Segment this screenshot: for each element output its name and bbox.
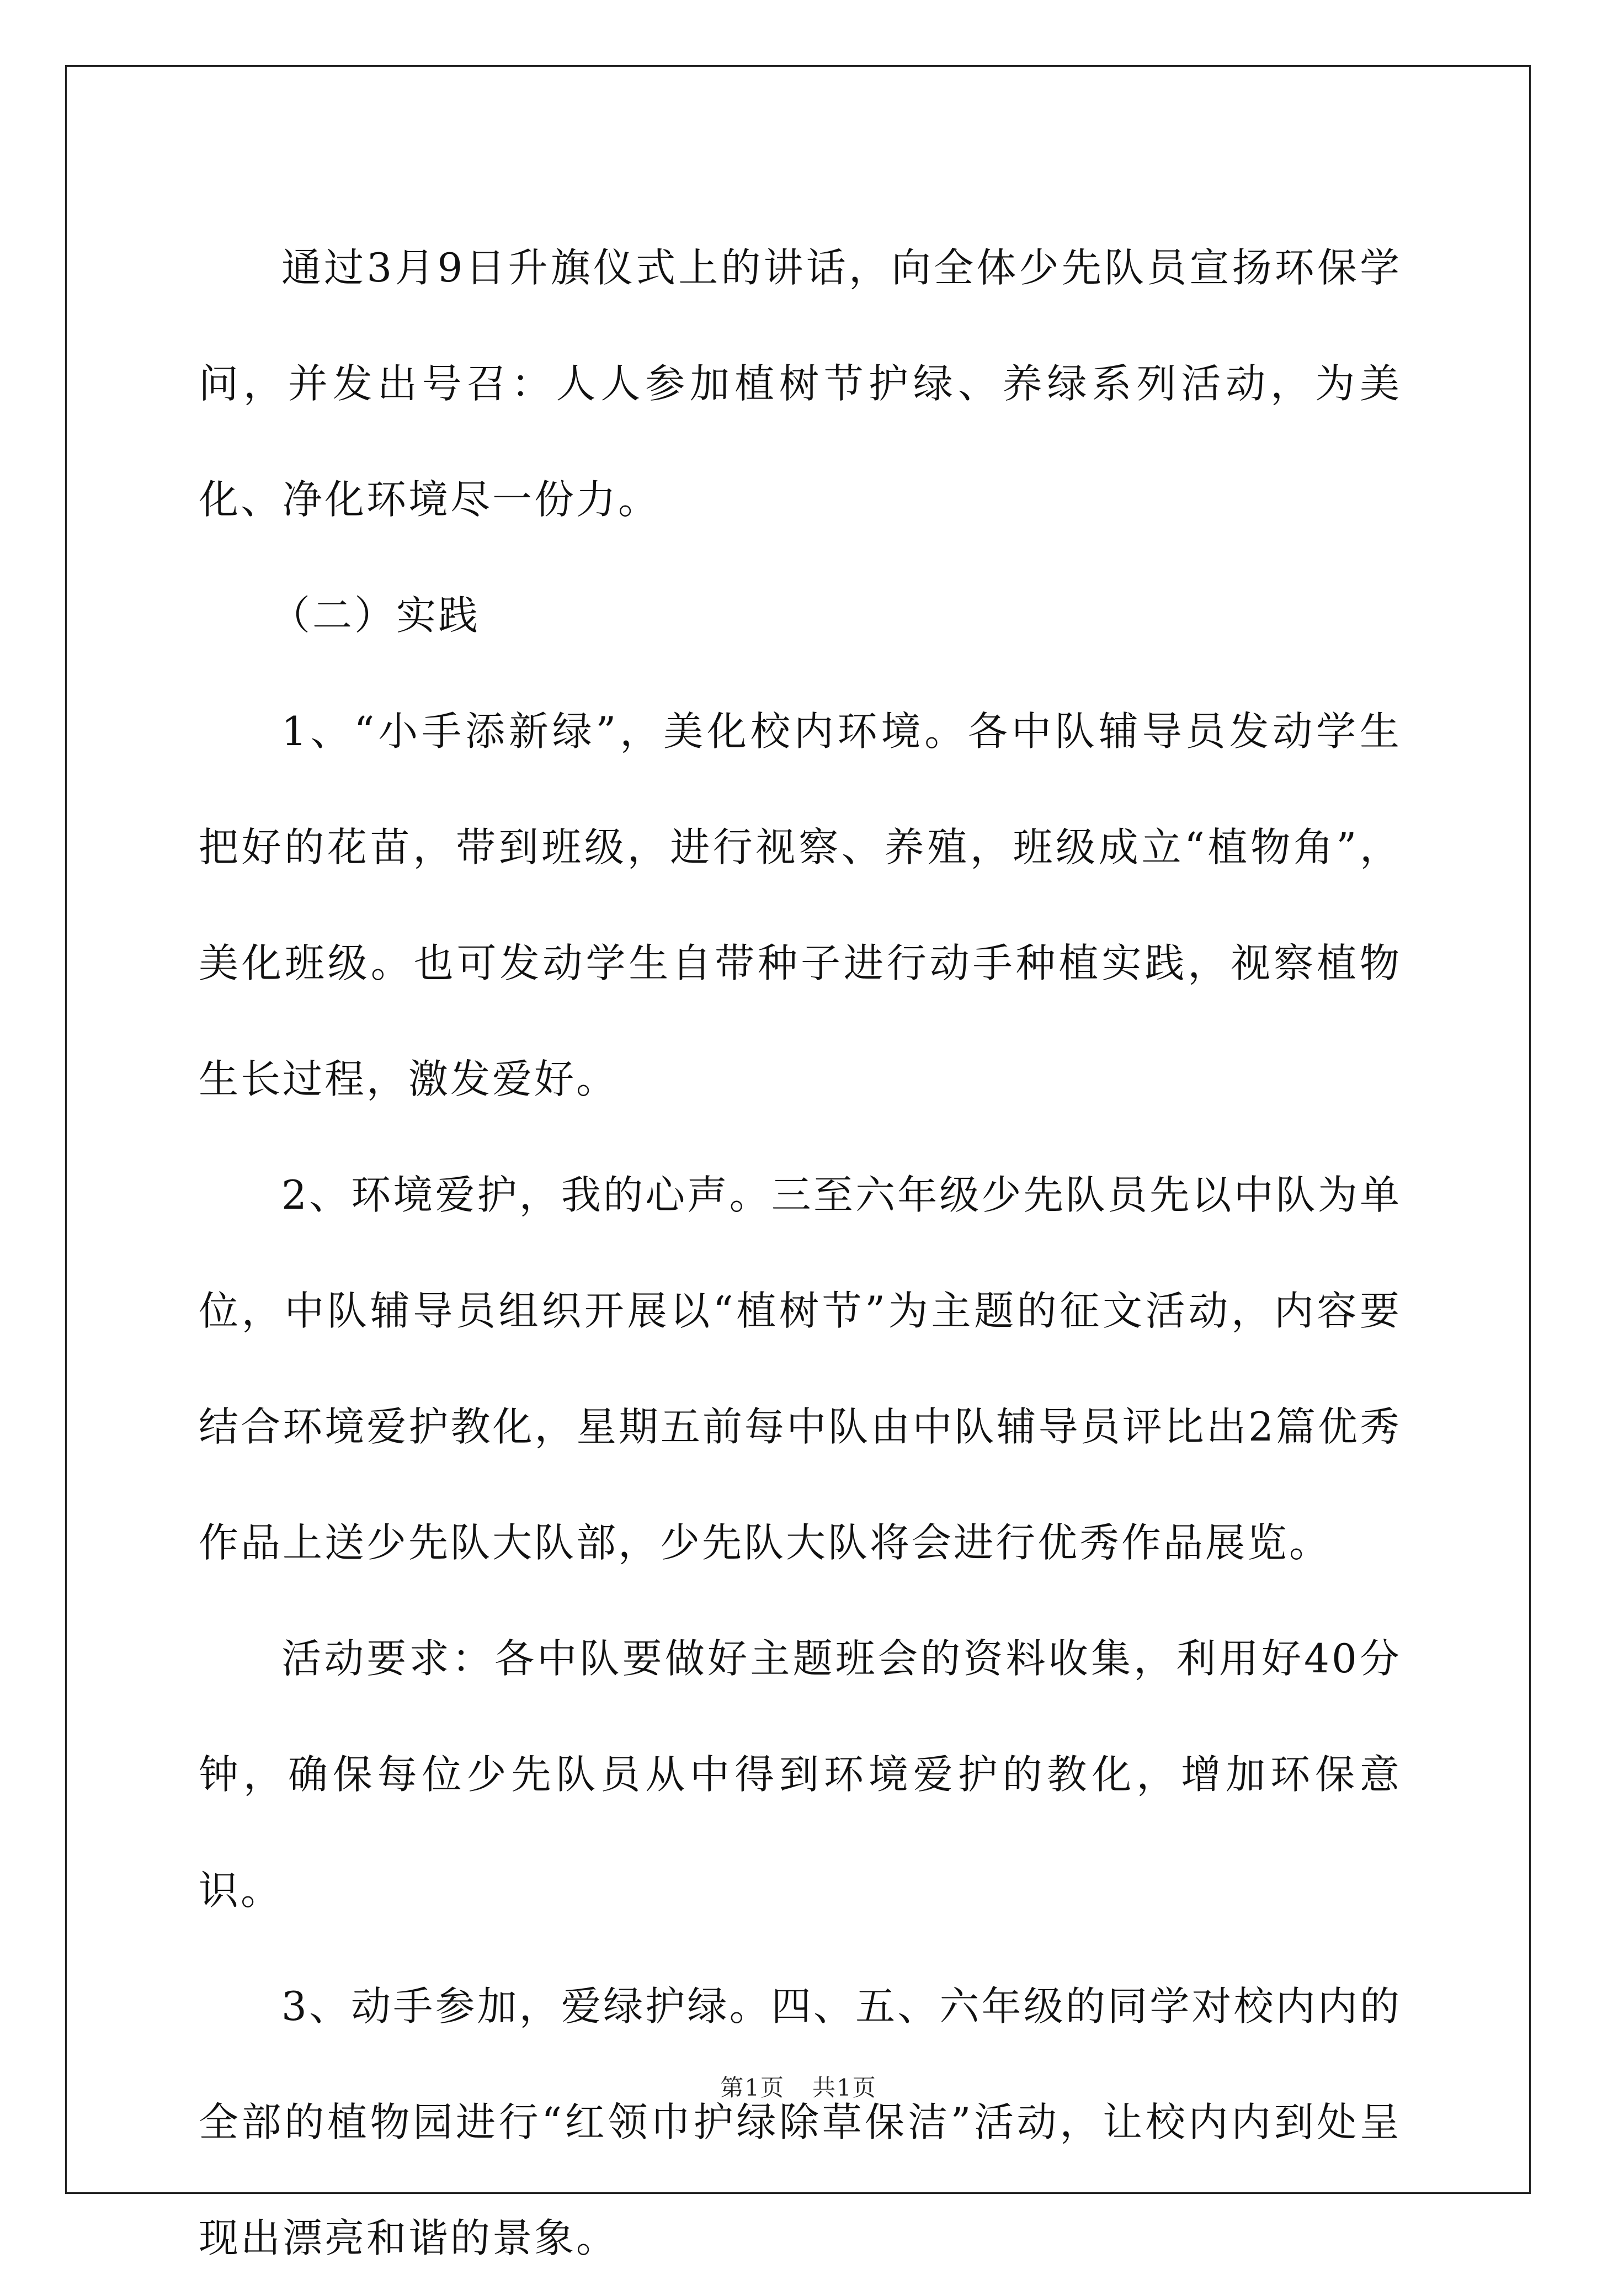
paragraph-requirements: 活动要求：各中队要做好主题班会的资料收集，利用好40分钟，确保每位少先队员从中得到环境爱护的教化，增加环保意识。 (199, 1635, 1402, 1914)
paragraph-item-3: 3、动手参加，爱绿护绿。四、五、六年级的同学对校内内的全部的植物园进行“红领巾护绿除草保洁”活动，让校内内到处呈现出漂亮和谐的景象。 (199, 1983, 1402, 2261)
paragraph-item-1: 1、“小手添新绿”，美化校内环境。各中队辅导员发动学生把好的花苗，带到班级，进行视察、养殖，班级成立“植物角”，美化班级。也可发动学生自带种子进行动手种植实践，视察植物生长过程，激发爱好。 (199, 708, 1402, 1102)
page-total: 共1页 (812, 2074, 877, 2101)
paragraph-item-2: 2、环境爱护，我的心声。三至六年级少先队员先以中队为单位，中队辅导员组织开展以“植树节”为主题的征文活动，内容要结合环境爱护教化，星期五前每中队由中队辅导员评比出2篇优秀作品上送少先队大队部，少先队大队将会进行优秀作品展览。 (199, 1172, 1402, 1566)
document-body (199, 210, 1402, 2296)
page-footer (0, 2070, 1597, 2103)
paragraph-speech: 通过3月9日升旗仪式上的讲话，向全体少先队员宣扬环保学问，并发出号召：人人参加植树节护绿、养绿系列活动，为美化、净化环境尽一份力。 (199, 245, 1402, 523)
page-number: 第1页 (720, 2074, 785, 2101)
section-heading-practice: （二）实践 (270, 592, 481, 639)
